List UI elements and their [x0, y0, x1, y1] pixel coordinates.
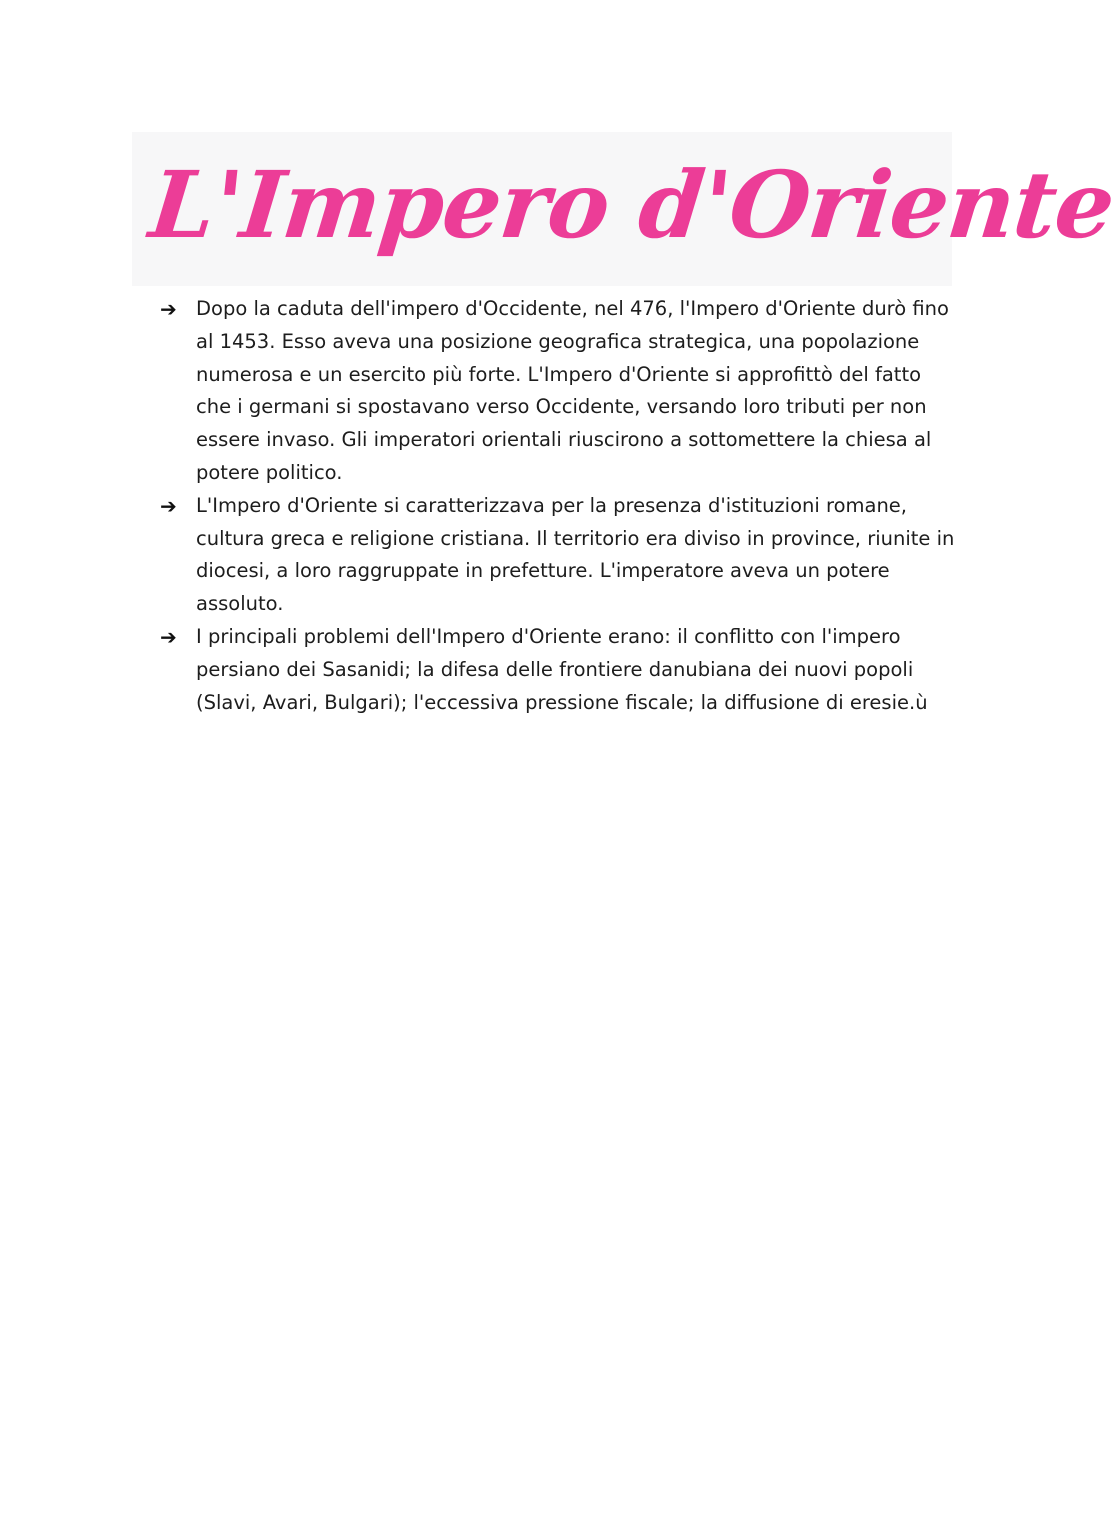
bullet-item-3 [160, 621, 960, 719]
bullet-item-2 [160, 490, 960, 621]
page-title: L'Impero d'Oriente [144, 151, 1119, 259]
bullet-text: L'Impero d'Oriente si caratterizzava per la presenza d'istituzioni romane, cultura greca e religione cristiana. Il territorio era diviso in province, riunite in diocesi, a loro raggruppate in prefetture. L'imperatore aveva un potere assoluto. [196, 493, 955, 616]
arrow-right-icon: ➔ [160, 297, 177, 321]
arrow-right-icon: ➔ [160, 624, 177, 649]
bullet-text: I principali problemi dell'Impero d'Oriente erano: il conflitto con l'impero persiano dei Sasanidi; la difesa delle frontiere danubiana dei nuovi popoli (Slavi, Avari, Bulgari); l'eccessiva pressione fiscale; la diffusione di eresie.ù [196, 624, 928, 714]
title-banner [132, 132, 1119, 286]
bullet-list [160, 293, 960, 719]
bullet-item-1 [160, 293, 960, 490]
bullet-text: Dopo la caduta dell'impero d'Occidente, nel 476, l'Impero d'Oriente durò fino al 1453. Esso aveva una posizione geografica strategica, una popolazione numerosa e un esercito più forte. L'Impero d'Oriente si approfittò del fatto che i germani si spostavano verso Occidente, versando loro tributi per non essere invaso. Gli imperatori orientali riuscirono a sottomettere la chiesa al potere politico. [196, 297, 949, 484]
arrow-right-icon: ➔ [160, 493, 177, 518]
